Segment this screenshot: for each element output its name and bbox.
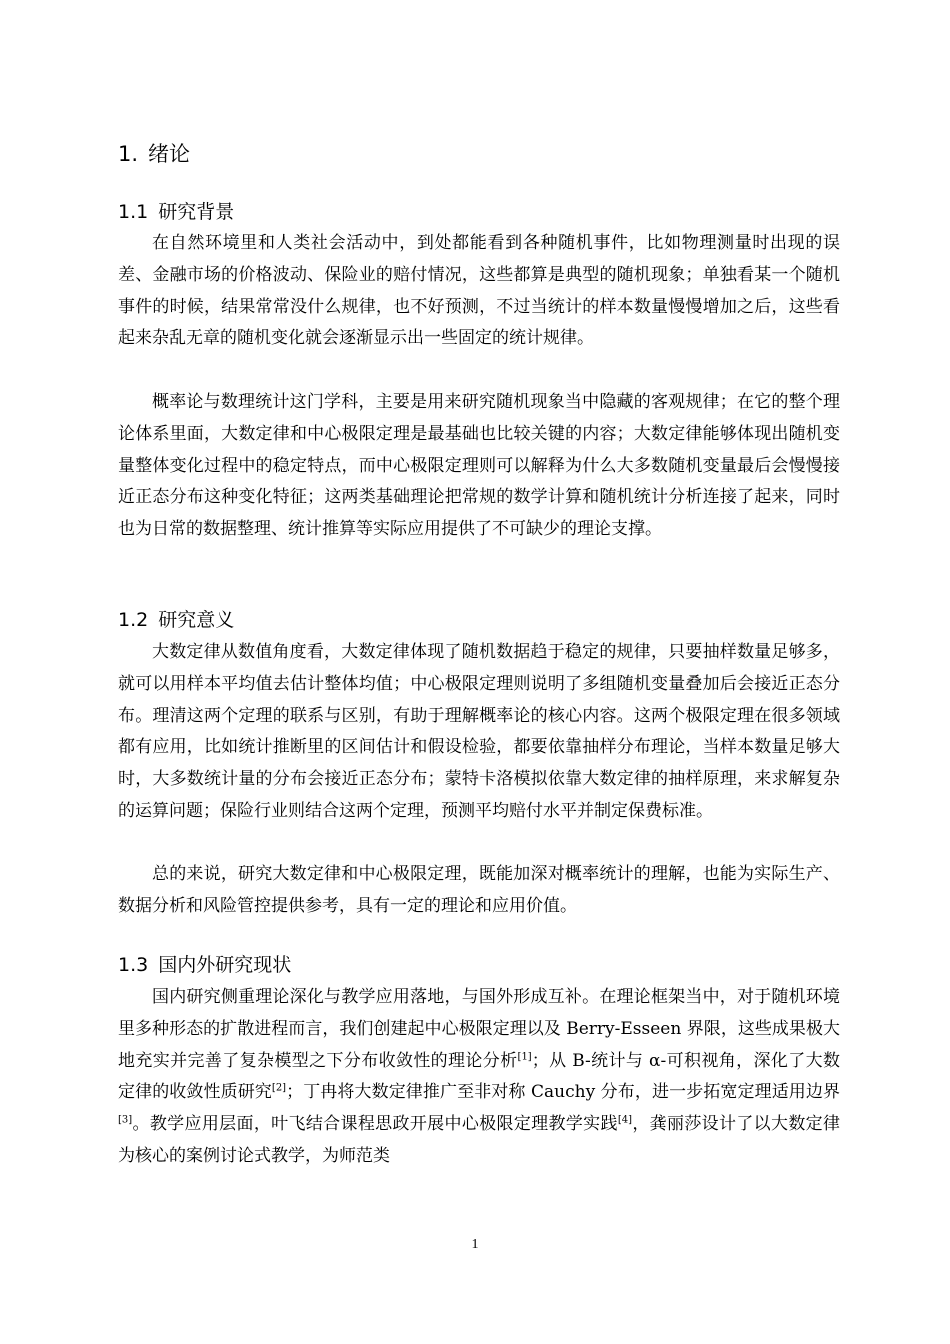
section-title: 研究背景 <box>158 201 235 223</box>
chapter-title: 绪论 <box>148 142 191 166</box>
paragraph: 总的来说，研究大数定律和中心极限定理，既能加深对概率统计的理解，也能为实际生产、数据分析和风险管控提供参考，具有一定的理论和应用价值。 <box>118 864 840 916</box>
section-heading-1-2 <box>118 607 234 633</box>
section-number: 1.2 <box>118 609 149 631</box>
paragraph-text: ；从 B-统计与 α-可积视角，深化了大数定律的收敛性质研究 <box>118 1050 840 1103</box>
section-heading-1-1 <box>118 199 234 225</box>
citation-ref: [3] <box>118 1114 133 1126</box>
paragraph-text: ；丁冉将大数定律推广至非对称 Cauchy 分布，进一步拓宽定理适用边界 <box>286 1082 840 1103</box>
citation-ref: [1] <box>517 1050 532 1062</box>
paragraph-text: 。教学应用层面，叶飞结合课程思政开展中心极限定理教学实践 <box>132 1114 618 1135</box>
paragraph: 在自然环境里和人类社会活动中，到处都能看到各种随机事件，比如物理测量时出现的误差、金融市场的价格波动、保险业的赔付情况，这些都算是典型的随机现象；单独看某一个随机事件的时候，结果常常没什么规律，也不好预测，不过当统计的样本数量慢慢增加之后，这些看起来杂乱无章的随机变化就会逐渐显示出一些固定的统计规律。 <box>118 233 840 349</box>
section-heading-1-3 <box>118 952 291 978</box>
section-number: 1.3 <box>118 954 149 976</box>
paragraph-with-citations <box>118 982 840 1173</box>
paragraph-text: 国内研究侧重理论深化与教学应用落地，与国外形成互补。在理论框架当中，对于随机环境里多种形态的扩散进程而言，我们创建起中心极限定理以及 Berry-Esseen 界限，这些成果极大地充实并完善了复杂模型之下分布收敛性的理论分析 <box>118 987 840 1071</box>
chapter-number: 1. <box>118 142 139 166</box>
paragraph: 大数定律从数值角度看，大数定律体现了随机数据趋于稳定的规律，只要抽样数量足够多，就可以用样本平均值去估计整体均值；中心极限定理则说明了多组随机变量叠加后会接近正态分布。理清这两个定理的联系与区别，有助于理解概率论的核心内容。这两个极限定理在很多领域都有应用，比如统计推断里的区间估计和假设检验，都要依靠抽样分布理论，当样本数量足够大时，大多数统计量的分布会接近正态分布；蒙特卡洛模拟依靠大数定律的抽样原理，来求解复杂的运算问题；保险行业则结合这两个定理，预测平均赔付水平并制定保费标准。 <box>118 642 840 821</box>
citation-ref: [4] <box>617 1114 633 1126</box>
section-title: 国内外研究现状 <box>158 954 292 976</box>
citation-ref: [2] <box>271 1082 287 1094</box>
paragraph-text: ，龚丽莎设计了以大数定律为核心的案例讨论式教学，为师范类 <box>118 1114 841 1166</box>
section-number: 1.1 <box>118 201 149 223</box>
section-title: 研究意义 <box>158 609 235 631</box>
paragraph: 概率论与数理统计这门学科，主要是用来研究随机现象当中隐藏的客观规律；在它的整个理论体系里面，大数定律和中心极限定理是最基础也比较关键的内容；大数定律能够体现出随机变量整体变化过程中的稳定特点，而中心极限定理则可以解释为什么大多数随机变量最后会慢慢接近正态分布这种变化特征；这两类基础理论把常规的数学计算和随机统计分析连接了起来，同时也为日常的数据整理、统计推算等实际应用提供了不可缺少的理论支撑。 <box>118 392 840 540</box>
page-number: 1 <box>471 1237 479 1252</box>
chapter-heading <box>118 140 190 168</box>
